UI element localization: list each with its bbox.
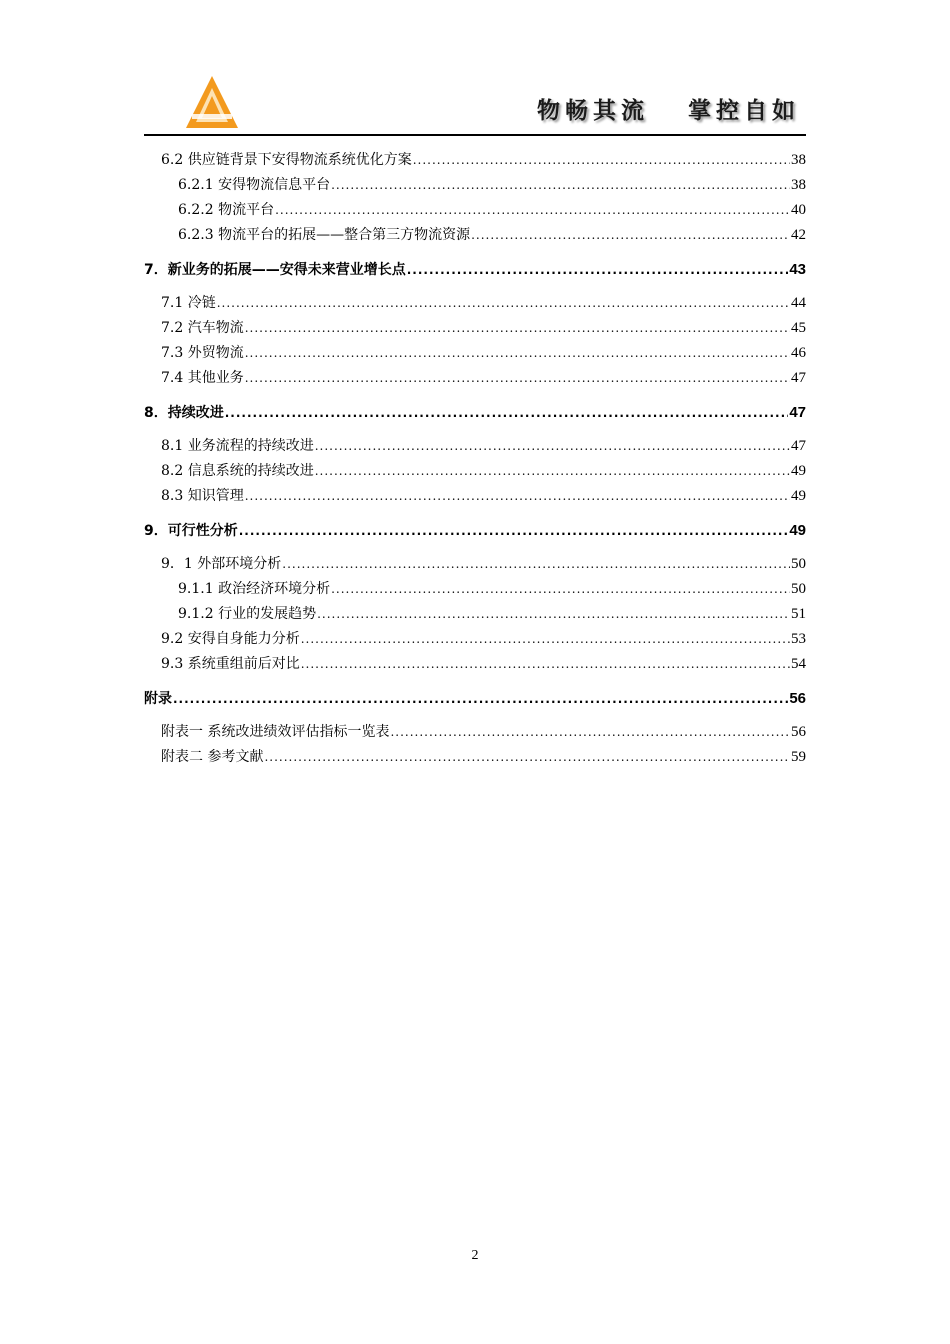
toc-entry-page: 50 (791, 556, 806, 572)
toc-entry-page: 53 (791, 631, 806, 647)
toc-dot-leader (331, 577, 790, 602)
toc-dot-leader (275, 198, 790, 223)
toc-entry-page: 47 (789, 404, 806, 421)
toc-entry-title: 9．可行性分析 (144, 523, 238, 539)
toc-entry[interactable] (144, 577, 806, 602)
toc-entry[interactable] (144, 686, 806, 711)
toc-entry-page: 47 (791, 370, 806, 386)
page-number: 2 (471, 1248, 479, 1263)
toc-dot-leader (225, 401, 789, 426)
toc-entry-page: 49 (791, 488, 806, 504)
toc-entry-title: 9.2 安得自身能力分析 (161, 631, 300, 647)
toc-dot-leader (407, 258, 789, 283)
toc-dot-leader (315, 434, 790, 459)
toc-entry[interactable] (144, 434, 806, 459)
toc-entry-title: 7.2 汽车物流 (161, 320, 244, 336)
toc-dot-leader (245, 341, 790, 366)
toc-dot-leader (301, 652, 790, 677)
toc-entry[interactable] (144, 341, 806, 366)
toc-entry-page: 50 (791, 581, 806, 597)
toc-entry-title: 8．持续改进 (144, 405, 224, 421)
toc-entry-title: 附录 (144, 691, 172, 707)
toc-entry[interactable] (144, 720, 806, 745)
toc-entry[interactable] (144, 484, 806, 509)
toc-dot-leader (282, 552, 790, 577)
toc-entry-title: 8.3 知识管理 (161, 488, 244, 504)
triangle-logo-icon (184, 74, 240, 130)
toc-entry[interactable] (144, 518, 806, 543)
toc-entry-title: 6.2 供应链背景下安得物流系统优化方案 (161, 152, 412, 168)
toc-entry[interactable] (144, 602, 806, 627)
toc-entry-title: 7.4 其他业务 (161, 370, 244, 386)
toc-entry[interactable] (144, 316, 806, 341)
toc-entry-page: 46 (791, 345, 806, 361)
toc-entry-page: 43 (789, 261, 806, 278)
toc-entry[interactable] (144, 291, 806, 316)
page-header (144, 70, 806, 136)
toc-dot-leader (245, 316, 790, 341)
toc-entry-page: 59 (791, 749, 806, 765)
header-divider (144, 134, 806, 136)
toc-dot-leader (239, 519, 789, 544)
toc-entry[interactable] (144, 257, 806, 282)
toc-entry-page: 49 (789, 522, 806, 539)
toc-dot-leader (245, 484, 790, 509)
toc-dot-leader (245, 366, 790, 391)
toc-entry-page: 56 (789, 690, 806, 707)
toc-entry-page: 38 (791, 152, 806, 168)
toc-entry-title: 9．1 外部环境分析 (161, 556, 282, 572)
toc-entry-page: 47 (791, 438, 806, 454)
toc-entry-title: 附表二 参考文献 (161, 749, 264, 765)
toc-entry-page: 54 (791, 656, 806, 672)
toc-entry[interactable] (144, 459, 806, 484)
toc-dot-leader (315, 459, 790, 484)
toc-entry[interactable] (144, 552, 806, 577)
toc-dot-leader (471, 223, 790, 248)
toc-entry[interactable] (144, 745, 806, 770)
toc-entry-page: 49 (791, 463, 806, 479)
toc-dot-leader (331, 173, 790, 198)
toc-dot-leader (173, 687, 788, 712)
toc-entry[interactable] (144, 173, 806, 198)
toc-entry-title: 7.1 冷链 (161, 295, 216, 311)
toc-entry[interactable] (144, 627, 806, 652)
toc-dot-leader (301, 627, 790, 652)
toc-entry[interactable] (144, 652, 806, 677)
toc-entry-title: 8.2 信息系统的持续改进 (161, 463, 314, 479)
toc-entry-page: 42 (791, 227, 806, 243)
toc-entry-title: 6.2.1 安得物流信息平台 (178, 177, 331, 193)
toc-entry-title: 6.2.2 物流平台 (178, 202, 275, 218)
toc-entry-title: 附表一 系统改进绩效评估指标一览表 (161, 724, 390, 740)
toc-dot-leader (413, 148, 790, 173)
toc-entry-title: 8.1 业务流程的持续改进 (161, 438, 314, 454)
toc-entry-page: 38 (791, 177, 806, 193)
header-slogan: 物畅其流 掌控自如 (536, 98, 800, 124)
table-of-contents (144, 148, 806, 770)
toc-dot-leader (317, 602, 790, 627)
toc-entry-page: 56 (791, 724, 806, 740)
toc-dot-leader (264, 745, 790, 770)
toc-entry[interactable] (144, 400, 806, 425)
toc-entry-title: 7．新业务的拓展——安得未来营业增长点 (144, 262, 406, 278)
toc-entry-page: 44 (791, 295, 806, 311)
toc-entry-page: 45 (791, 320, 806, 336)
toc-entry-title: 6.2.3 物流平台的拓展——整合第三方物流资源 (178, 227, 471, 243)
toc-dot-leader (390, 720, 790, 745)
toc-entry[interactable] (144, 366, 806, 391)
toc-entry-title: 9.1.2 行业的发展趋势 (178, 606, 317, 622)
toc-entry-page: 51 (791, 606, 806, 622)
toc-dot-leader (217, 291, 790, 316)
toc-entry-title: 9.3 系统重组前后对比 (161, 656, 300, 672)
toc-entry-title: 9.1.1 政治经济环境分析 (178, 581, 331, 597)
toc-entry[interactable] (144, 198, 806, 223)
toc-entry[interactable] (144, 223, 806, 248)
toc-entry-title: 7.3 外贸物流 (161, 345, 244, 361)
toc-entry[interactable] (144, 148, 806, 173)
toc-entry-page: 40 (791, 202, 806, 218)
